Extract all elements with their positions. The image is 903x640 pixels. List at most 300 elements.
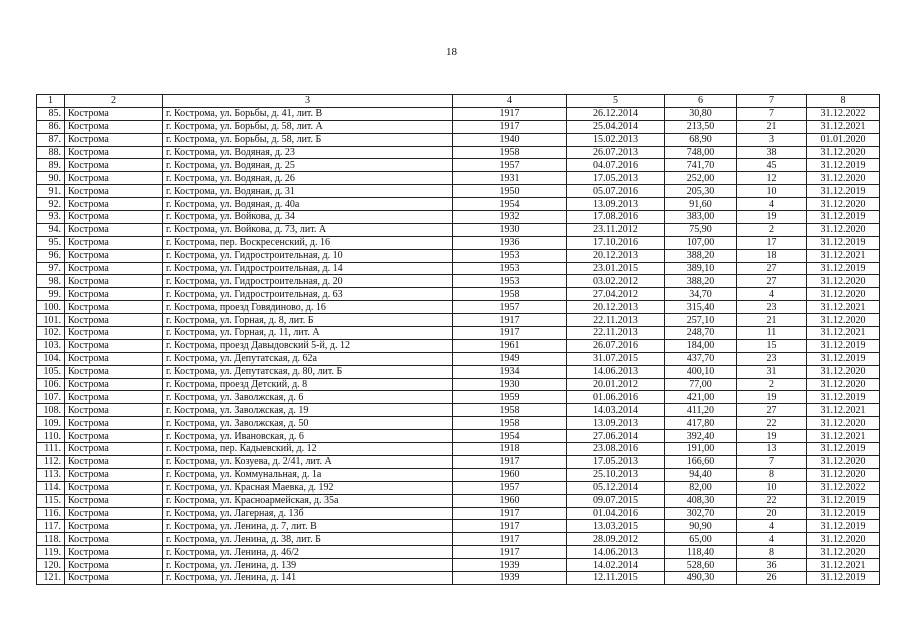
deadline-cell: 31.12.2021 xyxy=(807,430,880,443)
address-cell: г. Кострома, ул. Заволжская, д. 6 xyxy=(163,391,453,404)
date-cell: 27.04.2012 xyxy=(567,288,665,301)
city-cell: Кострома xyxy=(65,417,163,430)
count-cell: 10 xyxy=(737,481,807,494)
row-number: 108. xyxy=(37,404,65,417)
table-row xyxy=(37,455,880,468)
city-cell: Кострома xyxy=(65,546,163,559)
date-cell: 09.07.2015 xyxy=(567,494,665,507)
year-built-cell: 1931 xyxy=(453,172,567,185)
date-cell: 13.09.2013 xyxy=(567,417,665,430)
row-number: 95. xyxy=(37,236,65,249)
deadline-cell: 31.12.2021 xyxy=(807,249,880,262)
deadline-cell: 31.12.2020 xyxy=(807,198,880,211)
area-cell: 184,00 xyxy=(665,339,737,352)
address-cell: г. Кострома, проезд Детский, д. 8 xyxy=(163,378,453,391)
area-cell: 388,20 xyxy=(665,275,737,288)
address-cell: г. Кострома, ул. Гидростроительная, д. 10 xyxy=(163,249,453,262)
deadline-cell: 01.01.2020 xyxy=(807,133,880,146)
year-built-cell: 1953 xyxy=(453,275,567,288)
column-number: 5 xyxy=(567,95,665,108)
year-built-cell: 1930 xyxy=(453,378,567,391)
area-cell: 191,00 xyxy=(665,443,737,456)
year-built-cell: 1917 xyxy=(453,314,567,327)
area-cell: 389,10 xyxy=(665,262,737,275)
address-cell: г. Кострома, ул. Гидростроительная, д. 63 xyxy=(163,288,453,301)
page-number: 18 xyxy=(446,46,457,58)
count-cell: 8 xyxy=(737,468,807,481)
address-cell: г. Кострома, ул. Ленина, д. 46/2 xyxy=(163,546,453,559)
date-cell: 15.02.2013 xyxy=(567,133,665,146)
area-cell: 166,60 xyxy=(665,455,737,468)
year-built-cell: 1939 xyxy=(453,559,567,572)
year-built-cell: 1961 xyxy=(453,339,567,352)
date-cell: 22.11.2013 xyxy=(567,314,665,327)
count-cell: 3 xyxy=(737,133,807,146)
date-cell: 26.07.2016 xyxy=(567,339,665,352)
deadline-cell: 31.12.2021 xyxy=(807,120,880,133)
table-row xyxy=(37,404,880,417)
address-cell: г. Кострома, ул. Заволжская, д. 19 xyxy=(163,404,453,417)
deadline-cell: 31.12.2020 xyxy=(807,275,880,288)
row-number: 93. xyxy=(37,211,65,224)
city-cell: Кострома xyxy=(65,352,163,365)
deadline-cell: 31.12.2019 xyxy=(807,520,880,533)
year-built-cell: 1917 xyxy=(453,507,567,520)
address-cell: г. Кострома, пер. Воскресенский, д. 16 xyxy=(163,236,453,249)
address-cell: г. Кострома, ул. Водяная, д. 26 xyxy=(163,172,453,185)
year-built-cell: 1957 xyxy=(453,301,567,314)
count-cell: 27 xyxy=(737,262,807,275)
area-cell: 302,70 xyxy=(665,507,737,520)
count-cell: 45 xyxy=(737,159,807,172)
area-cell: 34,70 xyxy=(665,288,737,301)
address-cell: г. Кострома, ул. Борьбы, д. 58, лит. Б xyxy=(163,133,453,146)
deadline-cell: 31.12.2019 xyxy=(807,494,880,507)
table-row xyxy=(37,301,880,314)
column-number: 6 xyxy=(665,95,737,108)
city-cell: Кострома xyxy=(65,520,163,533)
area-cell: 411,20 xyxy=(665,404,737,417)
table-row xyxy=(37,314,880,327)
area-cell: 205,30 xyxy=(665,185,737,198)
count-cell: 27 xyxy=(737,275,807,288)
column-number: 4 xyxy=(453,95,567,108)
row-number: 114. xyxy=(37,481,65,494)
deadline-cell: 31.12.2019 xyxy=(807,443,880,456)
city-cell: Кострома xyxy=(65,571,163,584)
city-cell: Кострома xyxy=(65,146,163,159)
deadline-cell: 31.12.2020 xyxy=(807,546,880,559)
city-cell: Кострома xyxy=(65,559,163,572)
city-cell: Кострома xyxy=(65,468,163,481)
address-cell: г. Кострома, ул. Водяная, д. 25 xyxy=(163,159,453,172)
year-built-cell: 1954 xyxy=(453,198,567,211)
year-built-cell: 1957 xyxy=(453,159,567,172)
count-cell: 8 xyxy=(737,546,807,559)
row-number: 118. xyxy=(37,533,65,546)
area-cell: 65,00 xyxy=(665,533,737,546)
city-cell: Кострома xyxy=(65,455,163,468)
row-number: 100. xyxy=(37,301,65,314)
date-cell: 20.12.2013 xyxy=(567,249,665,262)
city-cell: Кострома xyxy=(65,172,163,185)
table-row xyxy=(37,133,880,146)
city-cell: Кострома xyxy=(65,223,163,236)
row-number: 115. xyxy=(37,494,65,507)
row-number: 111. xyxy=(37,443,65,456)
row-number: 97. xyxy=(37,262,65,275)
table-row xyxy=(37,559,880,572)
area-cell: 94,40 xyxy=(665,468,737,481)
year-built-cell: 1953 xyxy=(453,262,567,275)
row-number: 86. xyxy=(37,120,65,133)
area-cell: 252,00 xyxy=(665,172,737,185)
year-built-cell: 1958 xyxy=(453,288,567,301)
count-cell: 2 xyxy=(737,378,807,391)
deadline-cell: 31.12.2021 xyxy=(807,559,880,572)
area-cell: 383,00 xyxy=(665,211,737,224)
address-cell: г. Кострома, ул. Красноармейская, д. 35а xyxy=(163,494,453,507)
deadline-cell: 31.12.2020 xyxy=(807,288,880,301)
deadline-cell: 31.12.2019 xyxy=(807,507,880,520)
table-row xyxy=(37,481,880,494)
count-cell: 11 xyxy=(737,327,807,340)
address-cell: г. Кострома, ул. Гидростроительная, д. 20 xyxy=(163,275,453,288)
city-cell: Кострома xyxy=(65,120,163,133)
count-cell: 7 xyxy=(737,455,807,468)
address-cell: г. Кострома, ул. Горная, д. 8, лит. Б xyxy=(163,314,453,327)
address-cell: г. Кострома, ул. Ленина, д. 141 xyxy=(163,571,453,584)
year-built-cell: 1932 xyxy=(453,211,567,224)
table-row xyxy=(37,533,880,546)
year-built-cell: 1917 xyxy=(453,120,567,133)
address-cell: г. Кострома, ул. Борьбы, д. 58, лит. А xyxy=(163,120,453,133)
deadline-cell: 31.12.2019 xyxy=(807,262,880,275)
city-cell: Кострома xyxy=(65,262,163,275)
city-cell: Кострома xyxy=(65,481,163,494)
area-cell: 392,40 xyxy=(665,430,737,443)
count-cell: 2 xyxy=(737,223,807,236)
date-cell: 14.02.2014 xyxy=(567,559,665,572)
year-built-cell: 1917 xyxy=(453,546,567,559)
deadline-cell: 31.12.2020 xyxy=(807,417,880,430)
row-number: 92. xyxy=(37,198,65,211)
deadline-cell: 31.12.2021 xyxy=(807,404,880,417)
date-cell: 17.05.2013 xyxy=(567,172,665,185)
row-number: 109. xyxy=(37,417,65,430)
area-cell: 490,30 xyxy=(665,571,737,584)
row-number: 102. xyxy=(37,327,65,340)
area-cell: 257,10 xyxy=(665,314,737,327)
count-cell: 31 xyxy=(737,365,807,378)
area-cell: 90,90 xyxy=(665,520,737,533)
row-number: 113. xyxy=(37,468,65,481)
address-cell: г. Кострома, ул. Коммунальная, д. 1а xyxy=(163,468,453,481)
table-row xyxy=(37,520,880,533)
address-cell: г. Кострома, ул. Водяная, д. 23 xyxy=(163,146,453,159)
date-cell: 01.04.2016 xyxy=(567,507,665,520)
city-cell: Кострома xyxy=(65,133,163,146)
area-cell: 741,70 xyxy=(665,159,737,172)
row-number: 87. xyxy=(37,133,65,146)
deadline-cell: 31.12.2020 xyxy=(807,533,880,546)
area-cell: 528,60 xyxy=(665,559,737,572)
row-number: 105. xyxy=(37,365,65,378)
address-cell: г. Кострома, ул. Водяная, д. 31 xyxy=(163,185,453,198)
table-row xyxy=(37,571,880,584)
deadline-cell: 31.12.2020 xyxy=(807,468,880,481)
address-cell: г. Кострома, проезд Давыдовский 5-й, д. 12 xyxy=(163,339,453,352)
count-cell: 22 xyxy=(737,494,807,507)
area-cell: 315,40 xyxy=(665,301,737,314)
row-number: 88. xyxy=(37,146,65,159)
city-cell: Кострома xyxy=(65,159,163,172)
count-cell: 7 xyxy=(737,107,807,120)
year-built-cell: 1954 xyxy=(453,430,567,443)
city-cell: Кострома xyxy=(65,236,163,249)
year-built-cell: 1949 xyxy=(453,352,567,365)
city-cell: Кострома xyxy=(65,198,163,211)
date-cell: 05.07.2016 xyxy=(567,185,665,198)
count-cell: 18 xyxy=(737,249,807,262)
year-built-cell: 1917 xyxy=(453,107,567,120)
area-cell: 75,90 xyxy=(665,223,737,236)
area-cell: 248,70 xyxy=(665,327,737,340)
date-cell: 17.08.2016 xyxy=(567,211,665,224)
date-cell: 20.01.2012 xyxy=(567,378,665,391)
address-cell: г. Кострома, ул. Гидростроительная, д. 14 xyxy=(163,262,453,275)
address-cell: г. Кострома, ул. Ивановская, д. 6 xyxy=(163,430,453,443)
date-cell: 01.06.2016 xyxy=(567,391,665,404)
area-cell: 388,20 xyxy=(665,249,737,262)
column-number: 7 xyxy=(737,95,807,108)
table-row xyxy=(37,378,880,391)
row-number: 94. xyxy=(37,223,65,236)
row-number: 110. xyxy=(37,430,65,443)
area-cell: 421,00 xyxy=(665,391,737,404)
area-cell: 417,80 xyxy=(665,417,737,430)
city-cell: Кострома xyxy=(65,249,163,262)
column-number: 2 xyxy=(65,95,163,108)
city-cell: Кострома xyxy=(65,185,163,198)
table-row xyxy=(37,249,880,262)
row-number: 99. xyxy=(37,288,65,301)
area-cell: 30,80 xyxy=(665,107,737,120)
address-cell: г. Кострома, ул. Лагерная, д. 13б xyxy=(163,507,453,520)
address-cell: г. Кострома, ул. Депутатская, д. 80, лит. Б xyxy=(163,365,453,378)
city-cell: Кострома xyxy=(65,391,163,404)
year-built-cell: 1930 xyxy=(453,223,567,236)
area-cell: 400,10 xyxy=(665,365,737,378)
address-cell: г. Кострома, ул. Водяная, д. 40а xyxy=(163,198,453,211)
table-row xyxy=(37,391,880,404)
address-cell: г. Кострома, ул. Ленина, д. 139 xyxy=(163,559,453,572)
year-built-cell: 1917 xyxy=(453,455,567,468)
row-number: 104. xyxy=(37,352,65,365)
table-row xyxy=(37,198,880,211)
date-cell: 31.07.2015 xyxy=(567,352,665,365)
table-row xyxy=(37,146,880,159)
count-cell: 23 xyxy=(737,301,807,314)
city-cell: Кострома xyxy=(65,507,163,520)
year-built-cell: 1950 xyxy=(453,185,567,198)
date-cell: 23.11.2012 xyxy=(567,223,665,236)
date-cell: 17.10.2016 xyxy=(567,236,665,249)
deadline-cell: 31.12.2020 xyxy=(807,365,880,378)
date-cell: 14.06.2013 xyxy=(567,546,665,559)
count-cell: 21 xyxy=(737,120,807,133)
city-cell: Кострома xyxy=(65,404,163,417)
count-cell: 38 xyxy=(737,146,807,159)
address-cell: г. Кострома, проезд Говядиново, д. 16 xyxy=(163,301,453,314)
year-built-cell: 1958 xyxy=(453,417,567,430)
row-number: 106. xyxy=(37,378,65,391)
table-row xyxy=(37,352,880,365)
count-cell: 4 xyxy=(737,198,807,211)
table-row xyxy=(37,107,880,120)
area-cell: 213,50 xyxy=(665,120,737,133)
address-cell: г. Кострома, ул. Войкова, д. 34 xyxy=(163,211,453,224)
city-cell: Кострома xyxy=(65,443,163,456)
count-cell: 22 xyxy=(737,417,807,430)
count-cell: 20 xyxy=(737,507,807,520)
deadline-cell: 31.12.2019 xyxy=(807,339,880,352)
table-row xyxy=(37,417,880,430)
date-cell: 13.09.2013 xyxy=(567,198,665,211)
row-number: 121. xyxy=(37,571,65,584)
column-number: 1 xyxy=(37,95,65,108)
year-built-cell: 1957 xyxy=(453,481,567,494)
table-row xyxy=(37,507,880,520)
deadline-cell: 31.12.2019 xyxy=(807,159,880,172)
date-cell: 25.04.2014 xyxy=(567,120,665,133)
row-number: 85. xyxy=(37,107,65,120)
date-cell: 03.02.2012 xyxy=(567,275,665,288)
year-built-cell: 1917 xyxy=(453,520,567,533)
deadline-cell: 31.12.2020 xyxy=(807,314,880,327)
housing-registry-table xyxy=(36,94,880,585)
year-built-cell: 1918 xyxy=(453,443,567,456)
date-cell: 17.05.2013 xyxy=(567,455,665,468)
count-cell: 23 xyxy=(737,352,807,365)
deadline-cell: 31.12.2019 xyxy=(807,211,880,224)
year-built-cell: 1939 xyxy=(453,571,567,584)
row-number: 98. xyxy=(37,275,65,288)
table-row xyxy=(37,159,880,172)
count-cell: 4 xyxy=(737,533,807,546)
address-cell: г. Кострома, ул. Борьбы, д. 41, лит. В xyxy=(163,107,453,120)
city-cell: Кострома xyxy=(65,301,163,314)
address-cell: г. Кострома, ул. Красная Маевка, д. 192 xyxy=(163,481,453,494)
city-cell: Кострома xyxy=(65,107,163,120)
city-cell: Кострома xyxy=(65,378,163,391)
row-number: 103. xyxy=(37,339,65,352)
area-cell: 748,00 xyxy=(665,146,737,159)
table-row xyxy=(37,120,880,133)
area-cell: 408,30 xyxy=(665,494,737,507)
deadline-cell: 31.12.2022 xyxy=(807,481,880,494)
year-built-cell: 1940 xyxy=(453,133,567,146)
date-cell: 04.07.2016 xyxy=(567,159,665,172)
city-cell: Кострома xyxy=(65,327,163,340)
city-cell: Кострома xyxy=(65,275,163,288)
deadline-cell: 31.12.2022 xyxy=(807,107,880,120)
table-row xyxy=(37,172,880,185)
area-cell: 107,00 xyxy=(665,236,737,249)
count-cell: 17 xyxy=(737,236,807,249)
deadline-cell: 31.12.2021 xyxy=(807,327,880,340)
date-cell: 05.12.2014 xyxy=(567,481,665,494)
deadline-cell: 31.12.2020 xyxy=(807,146,880,159)
deadline-cell: 31.12.2019 xyxy=(807,352,880,365)
table-row xyxy=(37,262,880,275)
date-cell: 25.10.2013 xyxy=(567,468,665,481)
deadline-cell: 31.12.2019 xyxy=(807,185,880,198)
count-cell: 19 xyxy=(737,430,807,443)
table-row xyxy=(37,223,880,236)
row-number: 107. xyxy=(37,391,65,404)
count-cell: 4 xyxy=(737,520,807,533)
area-cell: 82,00 xyxy=(665,481,737,494)
city-cell: Кострома xyxy=(65,430,163,443)
count-cell: 19 xyxy=(737,211,807,224)
count-cell: 26 xyxy=(737,571,807,584)
year-built-cell: 1960 xyxy=(453,494,567,507)
date-cell: 13.03.2015 xyxy=(567,520,665,533)
count-cell: 36 xyxy=(737,559,807,572)
date-cell: 14.06.2013 xyxy=(567,365,665,378)
count-cell: 10 xyxy=(737,185,807,198)
date-cell: 22.11.2013 xyxy=(567,327,665,340)
deadline-cell: 31.12.2019 xyxy=(807,236,880,249)
address-cell: г. Кострома, ул. Депутатская, д. 62а xyxy=(163,352,453,365)
city-cell: Кострома xyxy=(65,494,163,507)
address-cell: г. Кострома, ул. Ленина, д. 38, лит. Б xyxy=(163,533,453,546)
column-number: 8 xyxy=(807,95,880,108)
column-number: 3 xyxy=(163,95,453,108)
table-row xyxy=(37,327,880,340)
year-built-cell: 1953 xyxy=(453,249,567,262)
date-cell: 23.01.2015 xyxy=(567,262,665,275)
row-number: 116. xyxy=(37,507,65,520)
table-row xyxy=(37,430,880,443)
count-cell: 21 xyxy=(737,314,807,327)
row-number: 90. xyxy=(37,172,65,185)
table-row xyxy=(37,275,880,288)
table-row xyxy=(37,211,880,224)
row-number: 120. xyxy=(37,559,65,572)
year-built-cell: 1958 xyxy=(453,404,567,417)
row-number: 112. xyxy=(37,455,65,468)
deadline-cell: 31.12.2020 xyxy=(807,378,880,391)
area-cell: 437,70 xyxy=(665,352,737,365)
table-row xyxy=(37,443,880,456)
address-cell: г. Кострома, ул. Горная, д. 11, лит. А xyxy=(163,327,453,340)
year-built-cell: 1917 xyxy=(453,327,567,340)
year-built-cell: 1959 xyxy=(453,391,567,404)
deadline-cell: 31.12.2021 xyxy=(807,301,880,314)
year-built-cell: 1917 xyxy=(453,533,567,546)
table-row xyxy=(37,236,880,249)
table-row xyxy=(37,494,880,507)
deadline-cell: 31.12.2019 xyxy=(807,391,880,404)
city-cell: Кострома xyxy=(65,339,163,352)
row-number: 101. xyxy=(37,314,65,327)
date-cell: 26.07.2013 xyxy=(567,146,665,159)
city-cell: Кострома xyxy=(65,288,163,301)
date-cell: 28.09.2012 xyxy=(567,533,665,546)
year-built-cell: 1960 xyxy=(453,468,567,481)
